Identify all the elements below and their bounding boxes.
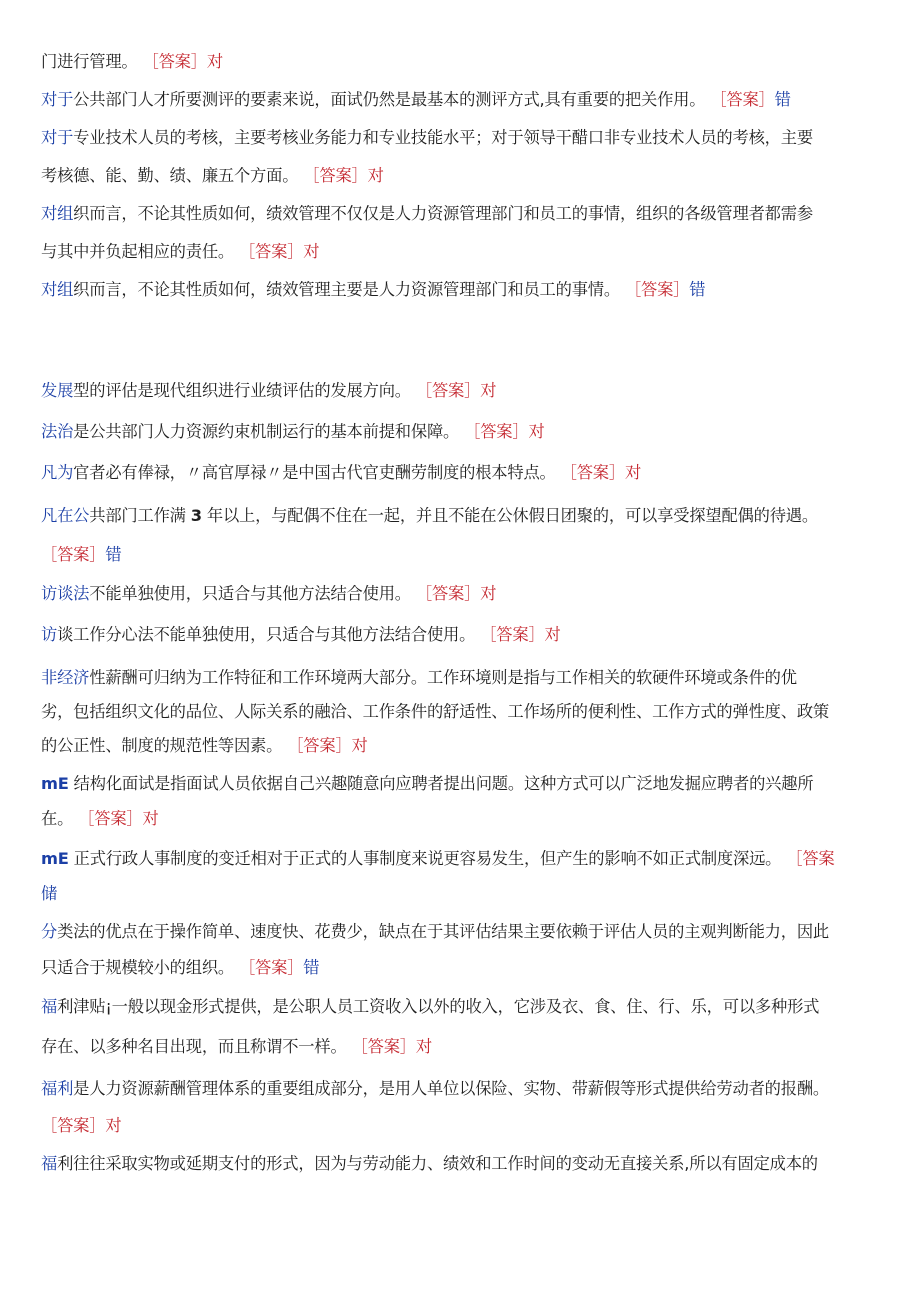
item-15	[41, 995, 881, 1019]
item-text: 与其中并负起相应的责任。	[41, 242, 234, 261]
answer-judgement: 对	[142, 809, 159, 828]
answer-tag: ［答案］	[41, 1116, 106, 1135]
answer-judgement: 对	[206, 52, 223, 71]
item-11-cont2	[41, 734, 881, 758]
item-text: 结构化面试是指面试人员依据自己兴趣随意向应聘者提出问题。这种方式可以广泛地发掘应聘者的兴趣所	[73, 774, 814, 793]
answer-tag: ［答案］	[41, 545, 106, 564]
answer-judgement: 对	[528, 422, 545, 441]
item-3-cont	[41, 240, 881, 264]
answer-judgement: 对	[624, 463, 642, 482]
item-9	[41, 582, 881, 606]
answer-judgement: 对	[351, 736, 368, 755]
item-lead: 分	[41, 922, 58, 941]
item-text: 年以上，与配偶不住在一起，并且不能在公休假日团聚的，可以享受探望配偶的待遇。	[206, 506, 818, 525]
answer-tag: ［答案］	[142, 52, 207, 71]
item-lead: 发展	[41, 381, 74, 400]
item-16	[41, 1077, 881, 1101]
answer-judgement: 错	[689, 280, 706, 299]
item-text: 不能单独使用，只适合与其他方法结合使用。	[89, 584, 411, 603]
item-number: 3	[190, 506, 202, 525]
item-lead: 福	[41, 1154, 58, 1173]
item-text: 谈工作分心法不能单独使用，只适合与其他方法结合使用。	[57, 625, 476, 644]
item-lead: 福利	[41, 1079, 74, 1098]
item-lead: 福	[41, 997, 58, 1016]
answer-judgement: 对	[105, 1116, 122, 1135]
item-text: 公共部门人才所要测评的要素来说，面试仍然是最基本的测评方式,具有重要的把关作用。	[73, 90, 706, 109]
item-lead: 非经济	[41, 668, 90, 687]
item-text: 性薪酬可归纳为工作特征和工作环境两大部分。工作环境则是指与工作相关的软硬件环境或条件的优	[89, 668, 797, 687]
answer-tag: ［答案］	[303, 166, 368, 185]
item-8	[41, 504, 881, 528]
item-11-cont	[41, 700, 881, 724]
item-text: 利往往采取实物或延期支付的形式，因为与劳动能力、绩效和工作时间的变动无直接关系,所以有固定成本的	[57, 1154, 818, 1173]
item-13	[41, 847, 881, 871]
item-text: 在。	[41, 809, 74, 828]
answer-tag: ［答案	[786, 849, 835, 868]
answer-judgement: 储	[41, 884, 58, 903]
item-text: 正式行政人事制度的变迁相对于正式的人事制度来说更容易发生，但产生的影响不如正式制度深远。	[73, 849, 782, 868]
item-16-cont	[41, 1114, 881, 1138]
item-text: 利津贴¡一般以现金形式提供，是公职人员工资收入以外的收入，它涉及衣、食、住、行、乐，可以多种形式	[57, 997, 820, 1016]
item-text: 共部门工作满	[89, 506, 186, 525]
item-lead: 凡为	[41, 463, 74, 482]
item-text: 织而言，不论其性质如何，绩效管理主要是人力资源管理部门和员工的事情。	[73, 280, 620, 299]
answer-tag: ［答案］	[287, 736, 352, 755]
answer-judgement: 对	[544, 625, 561, 644]
item-lead: 访谈法	[41, 584, 90, 603]
item-8-cont	[41, 543, 881, 567]
item-text: 类法的优点在于操作简单、速度快、花费少，缺点在于其评估结果主要依赖于评估人员的主观判断能力，因此	[57, 922, 829, 941]
item-text: 存在、以多种名目出现，而且称谓不一样。	[41, 1037, 347, 1056]
item-lead: 对于	[41, 128, 74, 147]
item-lead: 对组	[41, 204, 74, 223]
answer-tag: ［答案］	[480, 625, 545, 644]
item-text: 考核德、能、勤、绩、廉五个方面。	[41, 166, 299, 185]
item-15-cont	[41, 1035, 881, 1059]
item-14-cont	[41, 956, 881, 980]
item-text: 的公正性、制度的规范性等因素。	[41, 736, 283, 755]
item-text: 官者必有俸禄，〃高官厚禄〃是中国古代官吏酬劳制度的根本特点。	[73, 463, 556, 482]
answer-tag: ［答案］	[238, 958, 304, 977]
item-17	[41, 1152, 881, 1176]
item-2-cont	[41, 164, 881, 188]
answer-judgement: 错	[105, 545, 122, 564]
item-5	[41, 379, 881, 403]
item-text: 只适合于规模较小的组织。	[41, 958, 234, 977]
answer-tag: ［答案］	[624, 280, 690, 299]
item-2	[41, 126, 881, 150]
answer-tag: ［答案］	[351, 1037, 416, 1056]
item-7	[41, 461, 881, 485]
answer-tag: ［答案］	[560, 463, 625, 482]
item-text: 织而言，不论其性质如何，绩效管理不仅仅是人力资源管理部门和员工的事情，组织的各级管理者都需参	[73, 204, 813, 223]
answer-tag: ［答案］	[710, 90, 775, 109]
answer-judgement: 对	[303, 242, 320, 261]
item-lead: 凡在公	[41, 506, 90, 525]
item-3	[41, 202, 881, 226]
answer-tag: ［答案］	[78, 809, 143, 828]
item-lead: mE	[41, 774, 69, 793]
item-lead: 法治	[41, 422, 74, 441]
answer-tag: ［答案］	[415, 381, 481, 400]
answer-judgement: 对	[415, 1037, 432, 1056]
answer-judgement: 错	[303, 958, 320, 977]
item-text: 型的评估是现代组织进行业绩评估的发展方向。	[73, 381, 411, 400]
item-text: 劣，包括组织文化的品位、人际关系的融洽、工作条件的舒适性、工作场所的便利性、工作方式的弹性度、政策	[41, 702, 829, 721]
item-4	[41, 278, 881, 302]
answer-judgement: 对	[480, 584, 497, 603]
answer-tag: ［答案］	[415, 584, 481, 603]
answer-tag: ［答案］	[238, 242, 304, 261]
item-text: 门进行管理。	[41, 52, 138, 71]
item-lead: 访	[41, 625, 58, 644]
item-12	[41, 772, 881, 796]
item-11	[41, 666, 881, 690]
item-12-cont	[41, 807, 881, 831]
item-lead: 对于	[41, 90, 74, 109]
answer-tag: ［答案］	[464, 422, 529, 441]
item-10	[41, 623, 881, 647]
item-6	[41, 420, 881, 444]
answer-judgement: 错	[774, 90, 791, 109]
item-lead: mE	[41, 849, 69, 868]
item-14	[41, 920, 881, 944]
item-1	[41, 88, 881, 112]
item-0	[41, 50, 881, 74]
answer-judgement: 对	[480, 381, 497, 400]
item-lead: 对组	[41, 280, 74, 299]
item-text: 是公共部门人力资源约束机制运行的基本前提和保障。	[73, 422, 460, 441]
item-text: 是人力资源薪酬管理体系的重要组成部分，是用人单位以保险、实物、带薪假等形式提供给劳动者的报酬。	[73, 1079, 829, 1098]
item-13-cont	[41, 882, 881, 906]
item-text: 专业技术人员的考核，主要考核业务能力和专业技能水平；对于领导干醋口非专业技术人员的考核，主要	[73, 128, 813, 147]
answer-judgement: 对	[367, 166, 384, 185]
